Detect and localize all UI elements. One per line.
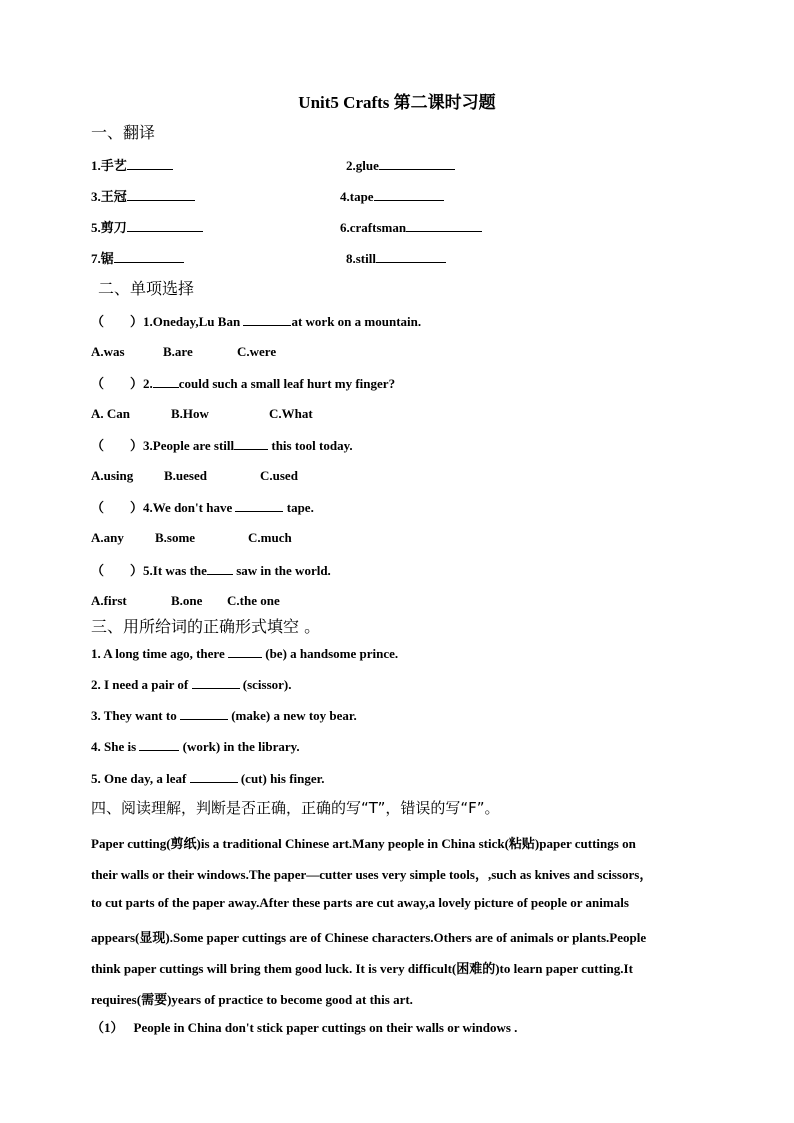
- passage-line: Paper cutting(剪纸)is a traditional Chinese art.Many people in China stick(粘贴)paper cuttings on: [91, 836, 636, 851]
- translate-item-6: 6.craftsman: [340, 219, 482, 236]
- mc-question-1: （ ）1.Oneday,Lu Ban at work on a mountain.: [91, 314, 422, 329]
- mc-option: B.are: [163, 344, 193, 359]
- fill-item-4: 4. She is (work) in the library.: [91, 739, 300, 754]
- fill-item-5: 5. One day, a leaf (cut) his finger.: [91, 771, 325, 786]
- translate-item-2: 2.glue: [346, 157, 455, 174]
- mc-question-2: （ ）2. could such a small leaf hurt my finger?: [91, 376, 396, 391]
- translate-item-8: 8.still: [346, 250, 446, 267]
- translate-item-1: 1.手艺: [91, 157, 173, 174]
- passage-line: appears(显现).Some paper cuttings are of Chinese characters.Others are of animals or plants.People: [91, 930, 647, 945]
- mc-option: B.one: [171, 593, 203, 608]
- translate-item-5: 5.剪刀: [91, 219, 203, 236]
- mc-option: A.first: [91, 593, 127, 608]
- fill-item-2: 2. I need a pair of (scissor).: [91, 677, 292, 692]
- mc-option: C.the one: [227, 593, 280, 608]
- mc-option: A.was: [91, 344, 125, 359]
- fill-item-3: 3. They want to (make) a new toy bear.: [91, 708, 357, 723]
- mc-option: C.What: [269, 406, 313, 421]
- mc-option: C.much: [248, 530, 292, 545]
- mc-question-5: （ ）5.It was the saw in the world.: [91, 563, 331, 578]
- mc-option: A.any: [91, 530, 124, 545]
- mc-option: A. Can: [91, 406, 131, 421]
- mc-option: B.How: [171, 406, 209, 421]
- section2-heading: 二、单项选择: [98, 279, 195, 298]
- mc-option: B.uesed: [164, 468, 207, 483]
- passage-line: their walls or their windows.The paper—cutter uses very simple tools，,such as knives and scissors，: [91, 867, 653, 882]
- passage-line: requires(需要)years of practice to become good at this art.: [91, 992, 413, 1007]
- mc-option: A.using: [91, 468, 134, 483]
- mc-option: C.were: [237, 344, 277, 359]
- passage-line: think paper cuttings will bring them good luck. It is very difficult(困难的)to learn paper cutting.It: [91, 961, 633, 976]
- mc-question-3: （ ）3.People are still this tool today.: [91, 438, 353, 453]
- section1-heading: 一、翻译: [91, 123, 156, 142]
- translate-item-4: 4.tape: [340, 188, 444, 205]
- mc-question-4: （ ）4.We don't have tape.: [91, 500, 314, 515]
- passage-line: to cut parts of the paper away.After these parts are cut away,a lovely picture of people or animals: [91, 895, 629, 910]
- statement-1: （1） People in China don't stick paper cuttings on their walls or windows .: [91, 1020, 518, 1035]
- translate-item-7: 7.锯: [91, 250, 184, 267]
- page-title: Unit5 Crafts 第二课时习题: [298, 93, 496, 112]
- section3-heading: 三、用所给词的正确形式填空 。: [91, 617, 321, 636]
- section4-heading: 四、阅读理解，判断是否正确，正确的写“T”，错误的写“F”。: [91, 799, 500, 817]
- translate-item-3: 3.王冠: [91, 188, 195, 205]
- mc-option: B.some: [155, 530, 196, 545]
- mc-option: C.used: [260, 468, 298, 483]
- fill-item-1: 1. A long time ago, there (be) a handsome prince.: [91, 646, 399, 661]
